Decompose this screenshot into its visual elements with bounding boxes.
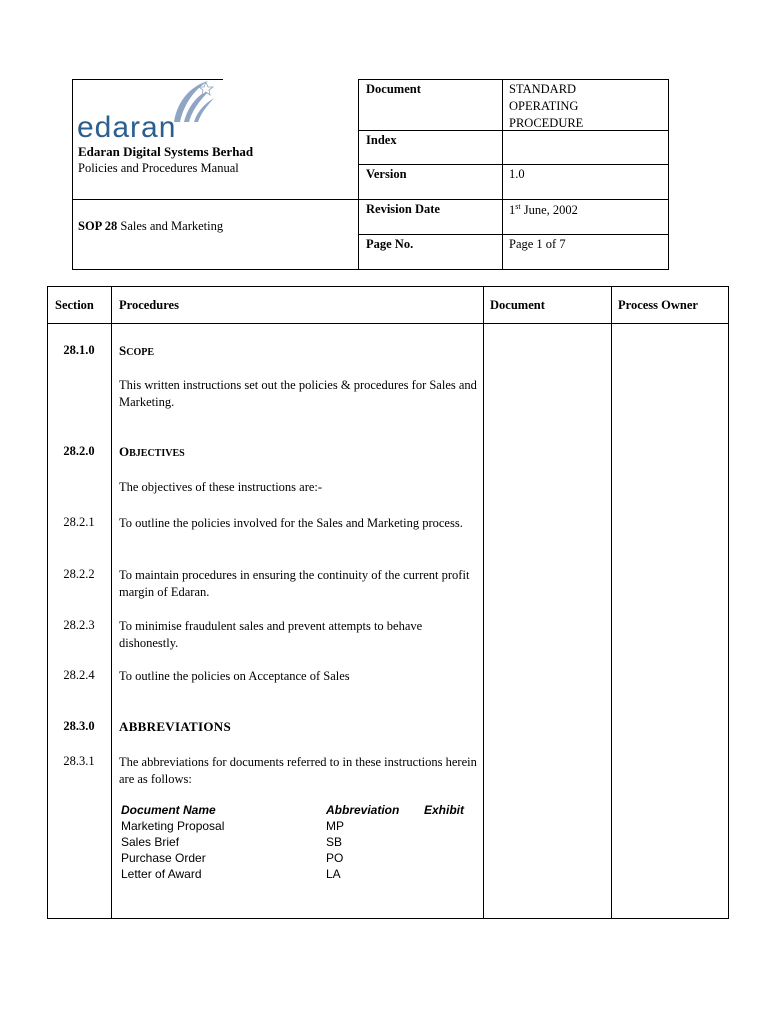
- abbr-header-exhibit: Exhibit: [424, 803, 465, 817]
- objective-item-text: To outline the policies on Acceptance of Sales: [119, 669, 350, 683]
- item-number: 28.2.1: [63, 515, 95, 529]
- item-number: 28.3.1: [63, 754, 95, 768]
- abbr-row-code: LA: [326, 867, 341, 881]
- column-header-procedures: Procedures: [119, 298, 179, 312]
- info-value-line: OPERATING: [509, 99, 579, 113]
- info-value-document: [509, 81, 583, 132]
- objective-item-text: To outline the policies involved for the Sales and Marketing process.: [119, 516, 463, 530]
- company-logo: [76, 76, 226, 146]
- info-label-revision-date: Revision Date: [366, 202, 440, 216]
- title-initial: O: [119, 444, 130, 459]
- info-label-document: Document: [366, 82, 421, 96]
- abbr-header-document-name: Document Name: [121, 803, 216, 817]
- manual-name: Policies and Procedures Manual: [78, 161, 239, 175]
- title-initial: S: [119, 343, 127, 358]
- item-number: 28.2.4: [63, 668, 95, 682]
- abbr-header-abbreviation: Abbreviation: [326, 803, 400, 817]
- logo-text: edaran: [77, 111, 177, 144]
- section-title-objectives: [119, 444, 185, 460]
- info-value-version: 1.0: [509, 167, 525, 181]
- sop-number: SOP 28: [78, 219, 118, 233]
- section-number-scope: 28.1.0: [63, 343, 95, 357]
- sop-title-line: [78, 219, 223, 234]
- info-value-revision-date: [509, 202, 578, 218]
- info-value-line: PROCEDURE: [509, 116, 584, 130]
- revision-month-year: June, 2002: [520, 203, 578, 218]
- abbr-row-name: Sales Brief: [121, 835, 180, 849]
- objectives-intro: The objectives of these instructions are:-: [119, 480, 323, 494]
- objective-item-text: To minimise fraudulent sales and prevent attempts to behave dishonestly.: [119, 619, 423, 650]
- info-value-line: STANDARD: [509, 82, 577, 96]
- title-rest: COPE: [126, 347, 155, 358]
- info-value-page-no: Page 1 of 7: [509, 237, 566, 251]
- abbr-row-code: SB: [326, 835, 343, 849]
- revision-day-suffix: st: [515, 202, 521, 211]
- info-label-index: Index: [366, 133, 397, 147]
- column-header-document: Document: [490, 298, 545, 312]
- revision-day: 1: [509, 203, 516, 218]
- section-title-scope: [119, 343, 154, 359]
- abbreviations-intro: The abbreviations for documents referred to in these instructions herein are as follows:: [119, 755, 477, 786]
- section-title-abbreviations: ABBREVIATIONS: [119, 719, 232, 734]
- column-header-section: Section: [55, 298, 94, 312]
- company-name: Edaran Digital Systems Berhad: [78, 144, 254, 159]
- sop-title: Sales and Marketing: [120, 219, 224, 233]
- abbr-row-name: Marketing Proposal: [121, 819, 225, 833]
- abbr-row-code: MP: [326, 819, 344, 833]
- abbr-row-name: Purchase Order: [121, 851, 206, 865]
- item-number: 28.2.3: [63, 618, 95, 632]
- title-rest: BJECTIVES: [129, 448, 185, 459]
- section-number-objectives: 28.2.0: [63, 444, 95, 458]
- column-header-process-owner: Process Owner: [618, 298, 698, 312]
- abbr-row-name: Letter of Award: [121, 867, 202, 881]
- info-label-page-no: Page No.: [366, 237, 414, 251]
- abbr-row-code: PO: [326, 851, 344, 865]
- item-number: 28.2.2: [63, 567, 95, 581]
- objective-item-text: To maintain procedures in ensuring the continuity of the current profit margin of Edaran.: [119, 568, 470, 599]
- section-number-abbreviations: 28.3.0: [63, 719, 95, 733]
- scope-text: This written instructions set out the policies & procedures for Sales and Marketing.: [119, 378, 477, 409]
- info-label-version: Version: [366, 167, 407, 181]
